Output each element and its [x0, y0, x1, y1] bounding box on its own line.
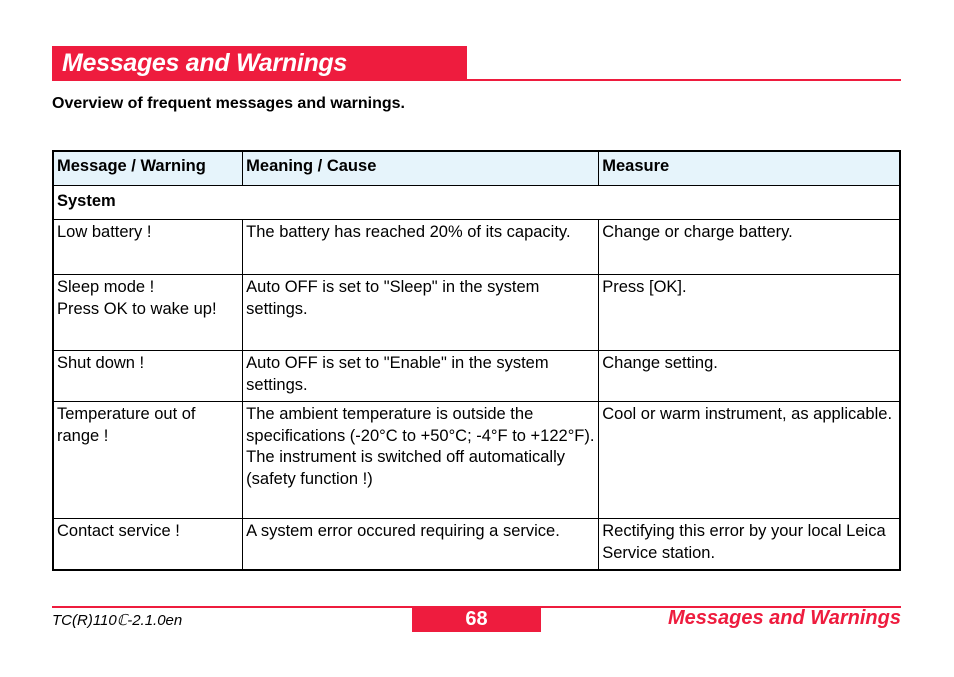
- meaning-cell: Auto OFF is set to "Enable" in the system settings.: [243, 351, 599, 402]
- intro-text: Overview of frequent messages and warnings.: [52, 95, 405, 112]
- meaning-cell: The ambient temperature is outside the specifications (-20°C to +50°C; -4°F to +122°F). The instrument is switched off automatically (safety function !): [243, 402, 599, 519]
- measure-cell: Cool or warm instrument, as applicable.: [599, 402, 900, 519]
- message-cell: Sleep mode ! Press OK to wake up!: [53, 275, 243, 351]
- meaning-cell: A system error occured requiring a service.: [243, 519, 599, 570]
- meaning-cell: Auto OFF is set to "Sleep" in the system settings.: [243, 275, 599, 351]
- column-header-meaning: Meaning / Cause: [243, 151, 599, 186]
- measure-cell: Change setting.: [599, 351, 900, 402]
- message-cell: Temperature out of range !: [53, 402, 243, 519]
- section-row: [53, 186, 900, 220]
- table-row: [53, 275, 900, 351]
- table-header-row: [53, 151, 900, 186]
- page-title: Messages and Warnings: [62, 49, 347, 77]
- column-header-message: Message / Warning: [53, 151, 243, 186]
- meaning-cell: The battery has reached 20% of its capacity.: [243, 220, 599, 275]
- footer-section-title: Messages and Warnings: [667, 607, 901, 629]
- message-cell: Low battery !: [53, 220, 243, 275]
- message-cell: Shut down !: [53, 351, 243, 402]
- document-id: TC(R)110ℂ-2.1.0en: [52, 612, 183, 629]
- measure-cell: Press [OK].: [599, 275, 900, 351]
- measure-cell: Change or charge battery.: [599, 220, 900, 275]
- table-row: [53, 351, 900, 402]
- messages-table: [52, 150, 901, 571]
- message-cell: Contact service !: [53, 519, 243, 570]
- table-row: [53, 402, 900, 519]
- table-row: [53, 220, 900, 275]
- page-number: 68: [412, 607, 541, 632]
- section-label: System: [53, 186, 900, 220]
- table-row: [53, 519, 900, 570]
- measure-cell: Rectifying this error by your local Leica Service station.: [599, 519, 900, 570]
- column-header-measure: Measure: [599, 151, 900, 186]
